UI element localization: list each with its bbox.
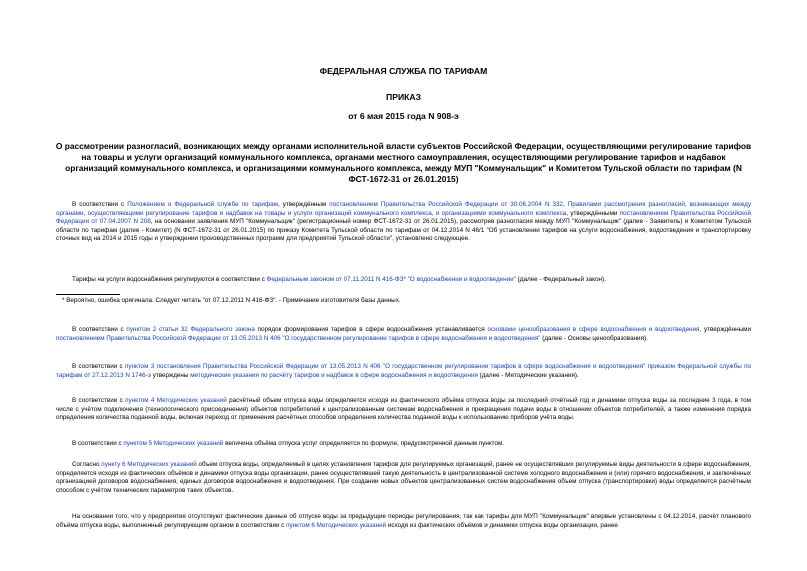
text: , утверждёнными [699,326,751,333]
link-resolution-406[interactable]: постановлением Правительства Российской Федерации от 13.05.2013 N 406 "О государственном регулировании тарифов в сфере водоснабжения и водоотведения" [56,334,541,342]
link-resolution-208[interactable]: постановлением Правительства Российской Федерации от 07.04.2007 N 208 [56,209,751,226]
link-federal-law-416[interactable]: Федеральным законом от 07.11.2011 N 416-ФЗ* "О водоснабжении и водоотведении" [266,276,516,283]
paragraph-1 [56,201,751,244]
text: В соответствии с [72,440,124,447]
text: объем отпуска воды, определяемый в целях установления тарифов для регулируемых организаций, ранее не осуществлявших регулируемые виды деятельности в сфере водоснабжения, определяется исходя из фактических объёмов и динамики отпуска воды организации, ранее осуществлявшей такую деятельность в централизованной системе холодного водоснабжения и (или) горячего водоснабжения, и заключённых организацией договоров водоснабжения, единых договоров водоснабжения и водоотведения. При создании новых объектов централизованных систем водоснабжения объем отпуска (транспортировки) воды определяется расчётным способом с учётом технических параметров таких объектов. [56,461,752,494]
footnote: * Вероятно, ошибка оригинала. Следует читать "от 07.12.2011 N 416-ФЗ". - Примечание изготовителя базы данных. [62,297,401,304]
document-title: О рассмотрении разногласий, возникающих между органами исполнительной власти субъектов Российской Федерации, осуществляющими регулирование тарифов на товары и услуги организаций коммунального комплекса, органами местного самоуправления, осуществляющими регулирование тарифов и надбавок организаций коммунального комплекса, и организациями коммунального комплекса, между МУП "Коммунальщик" и Комитетом Тульской области по тарифам (N ФСТ-1672-31 от 26.01.2015) [55,141,752,184]
link-clause-3-resolution-406[interactable]: пунктом 3 постановления Правительства Российской Федерации от 13.05.2013 N 406 "О государственном регулировании тарифов в сфере водоснабжения и водоотведения" [124,363,646,370]
link-article-32[interactable]: пунктом 2 статьи 32 Федерального закона [126,326,255,333]
text: величина объёма отпуска услуг определяется по формуле, предусмотренной данным пунктом. [223,440,505,447]
link-clause-5-guidelines[interactable]: пунктом 5 Методических указаний [123,440,224,447]
paragraph-8 [56,513,751,530]
text: (далее - Основы ценообразования). [540,334,648,342]
link-order-1746[interactable]: приказом Федеральной службы по тарифам от 27.12.2013 N 1746-э [56,363,752,379]
document-date-number: от 6 мая 2015 года N 908-э [348,111,459,121]
text: исходя из фактических объёмов и динамики отпуска воды организации, ранее [386,521,618,529]
text: В соответствии с [72,363,125,370]
text: , утверждёнными [566,209,620,217]
paragraph-7 [56,461,751,495]
text: утверждены [150,371,191,379]
agency-name: ФЕДЕРАЛЬНАЯ СЛУЖБА ПО ТАРИФАМ [319,66,488,76]
text: порядок формирования тарифов в сфере водоснабжения устанавливается [254,326,488,333]
paragraph-2 [56,276,751,285]
document-type: ПРИКАЗ [386,92,421,102]
text: , на основании заявления МУП "Коммунальщик" (регистрационный номер ФСТ-1672-31 от 26.01.2015), рассмотрев разногласия между МУП "Коммунальщик" (далее - Заявитель) и Комитетом Тульской области по тарифам (далее - Комитет) (N ФСТ-1672-31 от 26.01.2015) по приказу Комитета Тульской области по тарифам от 04.12.2014 N 46/1 "Об установлении тарифов на услуги водоснабжения, водоотведения и транспортировку сточных вод на 2014 и 2015 годы и утверждении производственных программ для предприятий Тульской области", установлено следующее. [56,218,751,243]
link-clause-6-guidelines[interactable]: пункту 6 Методических указаний [101,461,197,468]
text: , [562,201,568,208]
paragraph-5 [56,397,751,423]
text: Тарифы на услуги водоснабжения регулируются в соответствии с [72,276,267,283]
text: , утверждённым [277,201,330,208]
paragraph-6 [56,440,751,449]
paragraph-4 [56,363,751,380]
link-fst-regulation[interactable]: Положением о Федеральной службе по тарифам [127,201,278,208]
link-methodical-guidelines[interactable]: методические указания по расчёту тарифов и надбавок в сфере водоснабжения и водоотведения [190,371,478,379]
link-clause-6-guidelines-2[interactable]: пунктом 6 Методических указаний [286,521,387,529]
footnote-divider [56,294,120,295]
text: (далее - Федеральный закон). [515,276,606,283]
link-clause-4-guidelines[interactable]: пунктом 4 Методических указаний [125,397,227,404]
text: В соответствии с [72,326,127,333]
link-dispute-rules[interactable]: Правилами рассмотрения разногласий, возникающих между органами, осуществляющими регулирование тарифов и надбавок на товары и услуги организаций коммунального комплекса, и организациями коммунального комплекса [56,201,752,217]
link-pricing-basics[interactable]: основами ценообразования в сфере водоснабжения и водоотведения [487,326,700,333]
paragraph-3 [56,326,751,343]
link-resolution-332[interactable]: постановлением Правительства Российской Федерации от 30.06.2004 N 332 [329,201,563,208]
text: (далее - Методические указания). [477,371,579,379]
text: На основании того, что у предприятия отсутствуют фактические данные об отпуске воды за предыдущие периоды регулирования, так как тарифы для МУП "Коммунальщик" впервые установлены с 04.12.2014, расчёт планового объёма отпуска воды, выполненный регулирующим органом в соответствии с [56,513,751,529]
text: В соответствии с [72,201,128,208]
text: расчётный объем отпуска воды определяется исходя из фактического объёма отпуска воды за последний отчётный год и динамики отпуска воды за последние 3 года, в том числе с учётом подключения (технологического присоединения) объектов потребителей к централизованным системам водоснабжения и прекращения подачи воды в отношении объектов потребителей, а также изменения порядка определения количества поданной воды, включая переход от применения расчётных способов определения количества поданной воды к использованию приборов учёта воды. [56,397,751,422]
text: Согласно [72,461,102,468]
text: В соответствии с [72,397,126,404]
